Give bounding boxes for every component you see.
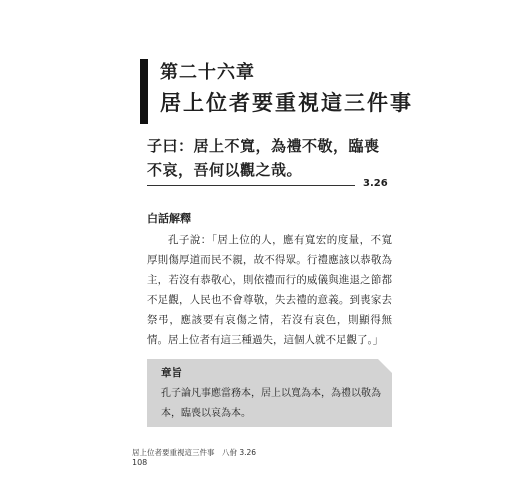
chapter-number: 第二十六章 — [160, 62, 255, 83]
summary-box-corner — [378, 359, 392, 373]
summary-text: 孔子論凡事應當務本，居上以寬為本，為禮以敬為本，臨喪以哀為本。 — [161, 388, 381, 419]
chapter-title: 居上位者要重視這三件事 — [160, 90, 413, 115]
explanation-heading: 白話解釋 — [147, 212, 191, 225]
quote-reference: 3.26 — [363, 178, 388, 189]
summary-title: 章旨 — [161, 367, 182, 379]
chapter-marker-bar — [140, 59, 148, 124]
quote-divider — [147, 185, 355, 186]
running-head: 居上位者要重視這三件事 八佾 3.26 — [132, 448, 257, 457]
explanation-paragraph: 孔子說：「居上位的人，應有寬宏的度量，不寬厚則傷厚道而民不親，故不得眾。行禮應該以恭敬為主，若沒有恭敬心，則依禮而行的威儀與進退之節都不足觀，人民也不會尊敬，失去禮的意義。到喪家去祭弔，應該要有哀傷之情，若沒有哀色，則顯得無情。居上位者有這三種過失，這個人就不足觀了。」 — [147, 234, 392, 346]
quote-text: 子曰：居上不寬，為禮不敬，臨喪不哀，吾何以觀之哉。 — [147, 137, 380, 179]
page-number: 108 — [132, 458, 148, 467]
